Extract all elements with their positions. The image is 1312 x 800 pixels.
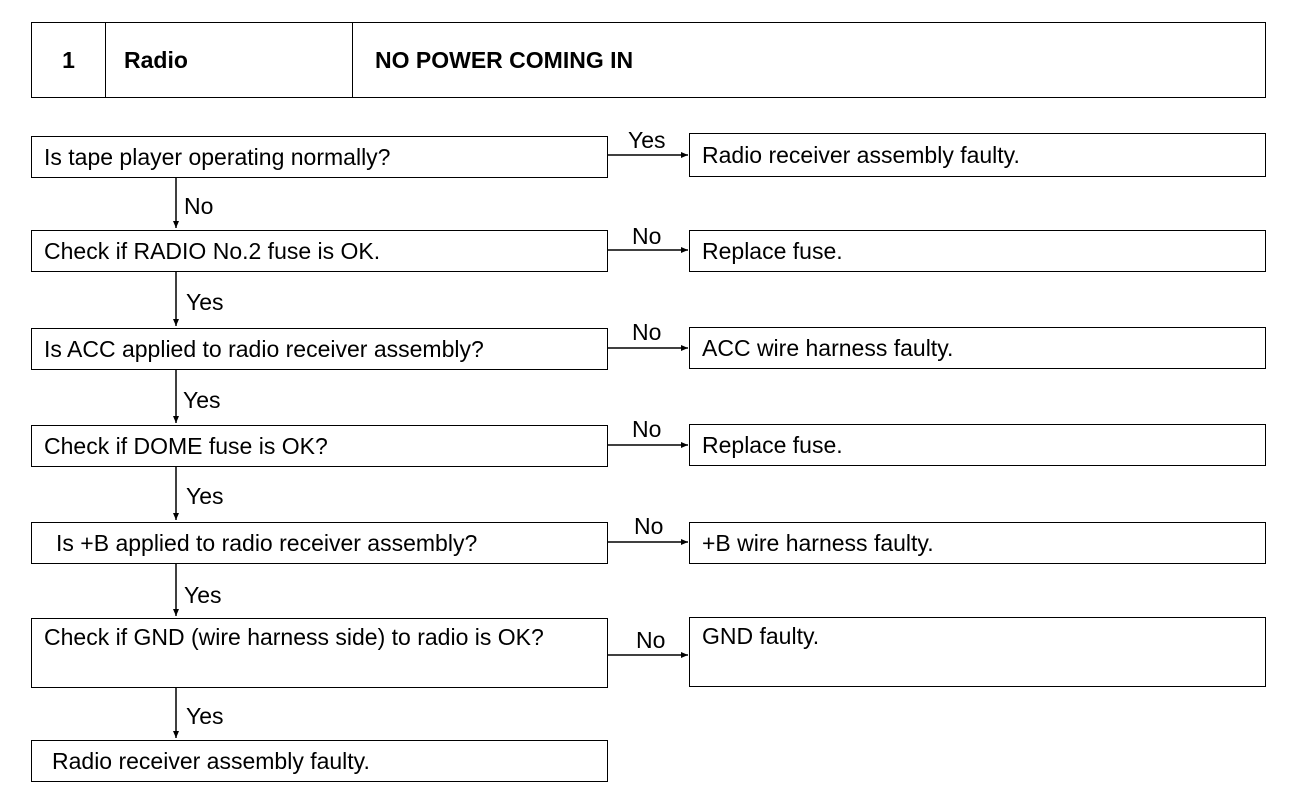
question-text-5: Is +B applied to radio receiver assembly?: [56, 530, 478, 556]
question-text-4: Check if DOME fuse is OK?: [44, 433, 328, 459]
branch-label-6: No: [636, 627, 666, 653]
branch-label-5: No: [634, 513, 664, 539]
result-box-5: [689, 522, 1266, 564]
branch-label-3: No: [632, 319, 662, 345]
final-result-text: Radio receiver assembly faulty.: [52, 748, 370, 774]
down-label-3: Yes: [183, 387, 221, 413]
header-symptom: NO POWER COMING IN: [375, 46, 634, 73]
down-label-1: No: [184, 193, 214, 219]
down-label-2: Yes: [186, 289, 224, 315]
question-text-3: Is ACC applied to radio receiver assembly?: [44, 336, 484, 362]
branch-label-1: Yes: [628, 127, 666, 153]
result-box-6: [689, 617, 1266, 687]
question-text-1: Is tape player operating normally?: [44, 144, 391, 170]
result-text-6: GND faulty.: [702, 623, 820, 649]
branch-label-4: No: [632, 416, 662, 442]
final-result-box: [31, 740, 608, 782]
question-box-1: [31, 136, 608, 178]
result-text-1: Radio receiver assembly faulty.: [702, 142, 1020, 168]
result-text-3: ACC wire harness faulty.: [702, 335, 954, 361]
question-box-3: [31, 328, 608, 370]
down-label-6: Yes: [186, 703, 224, 729]
question-box-2: [31, 230, 608, 272]
header-number: 1: [32, 23, 106, 97]
header-system: Radio: [106, 23, 353, 97]
result-text-4: Replace fuse.: [702, 432, 843, 458]
branch-label-2: No: [632, 223, 662, 249]
result-text-5: +B wire harness faulty.: [702, 530, 934, 556]
down-label-4: Yes: [186, 483, 224, 509]
result-box-4: [689, 424, 1266, 466]
result-box-3: [689, 327, 1266, 369]
result-box-2: [689, 230, 1266, 272]
question-box-5: [31, 522, 608, 564]
result-text-2: Replace fuse.: [702, 238, 843, 264]
down-label-5: Yes: [184, 582, 222, 608]
question-text-6: Check if GND (wire harness side) to radio is OK?: [44, 624, 544, 650]
question-box-4: [31, 425, 608, 467]
question-text-2: Check if RADIO No.2 fuse is OK.: [44, 238, 381, 264]
result-box-1: [689, 133, 1266, 177]
question-box-6: [31, 618, 608, 688]
